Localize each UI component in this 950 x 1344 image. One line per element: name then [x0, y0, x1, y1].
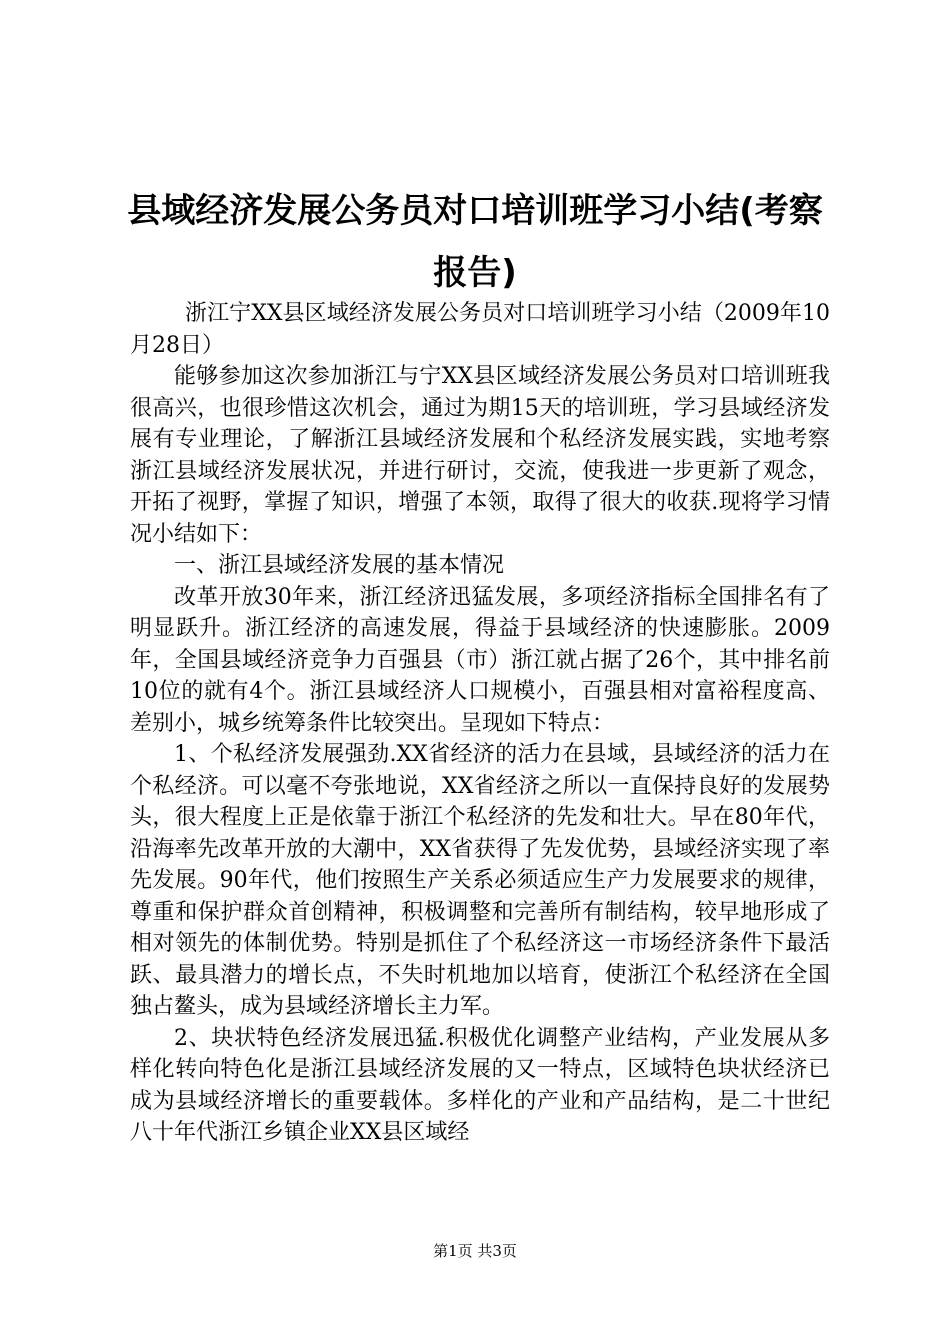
- page-number: 第1页 共3页: [433, 1242, 517, 1260]
- document-title: 县域经济发展公务员对口培训班学习小结(考察报告): [127, 191, 823, 293]
- paragraph-intro: 能够参加这次参加浙江与宁XX县区域经济发展公务员对口培训班我很高兴，也很珍惜这次机会，通过为期15天的培训班，学习县域经济发展有专业理论，了解浙江县域经济发展和个私经济发展实践，实地考察浙江县域经济发展状况，并进行研讨，交流，使我进一步更新了观念，开拓了视野，掌握了知识，增强了本领，取得了很大的收获.现将学习情况小结如下：: [130, 364, 830, 547]
- document-body: [130, 298, 830, 1149]
- paragraph-point-2: 2、块状特色经济发展迅猛.积极优化调整产业结构，产业发展从多样化转向特色化是浙江县域经济发展的又一特点，区域特色块状经济已成为县域经济增长的重要载体。多样化的产业和产品结构，是二十世纪八十年代浙江乡镇企业XX县区域经: [130, 1025, 830, 1145]
- document-subtitle: 浙江宁XX县区域经济发展公务员对口培训班学习小结（2009年10月28日）: [130, 301, 830, 358]
- paragraph-overview: 改革开放30年来，浙江经济迅猛发展，多项经济指标全国排名有了明显跃升。浙江经济的高速发展，得益于县域经济的快速膨胀。2009年，全国县域经济竞争力百强县（市）浙江就占据了26个，其中排名前10位的就有4个。浙江县域经济人口规模小，百强县相对富裕程度高、差别小，城乡统筹条件比较突出。呈现如下特点：: [130, 584, 830, 736]
- section-heading: 一、浙江县域经济发展的基本情况: [174, 553, 505, 578]
- paragraph-point-1: 1、个私经济发展强劲.XX省经济的活力在县域，县域经济的活力在个私经济。可以毫不夸张地说，XX省经济之所以一直保持良好的发展势头，很大程度上正是依靠于浙江个私经济的先发和壮大。早在80年代，沿海率先改革开放的大潮中，XX省获得了先发优势，县域经济实现了率先发展。90年代，他们按照生产关系必须适应生产力发展要求的规律，尊重和保护群众首创精神，积极调整和完善所有制结构，较早地形成了相对领先的体制优势。特别是抓住了个私经济这一市场经济条件下最活跃、最具潜力的增长点，不失时机地加以培育，使浙江个私经济在全国独占鳌头，成为县域经济增长主力军。: [130, 742, 830, 1019]
